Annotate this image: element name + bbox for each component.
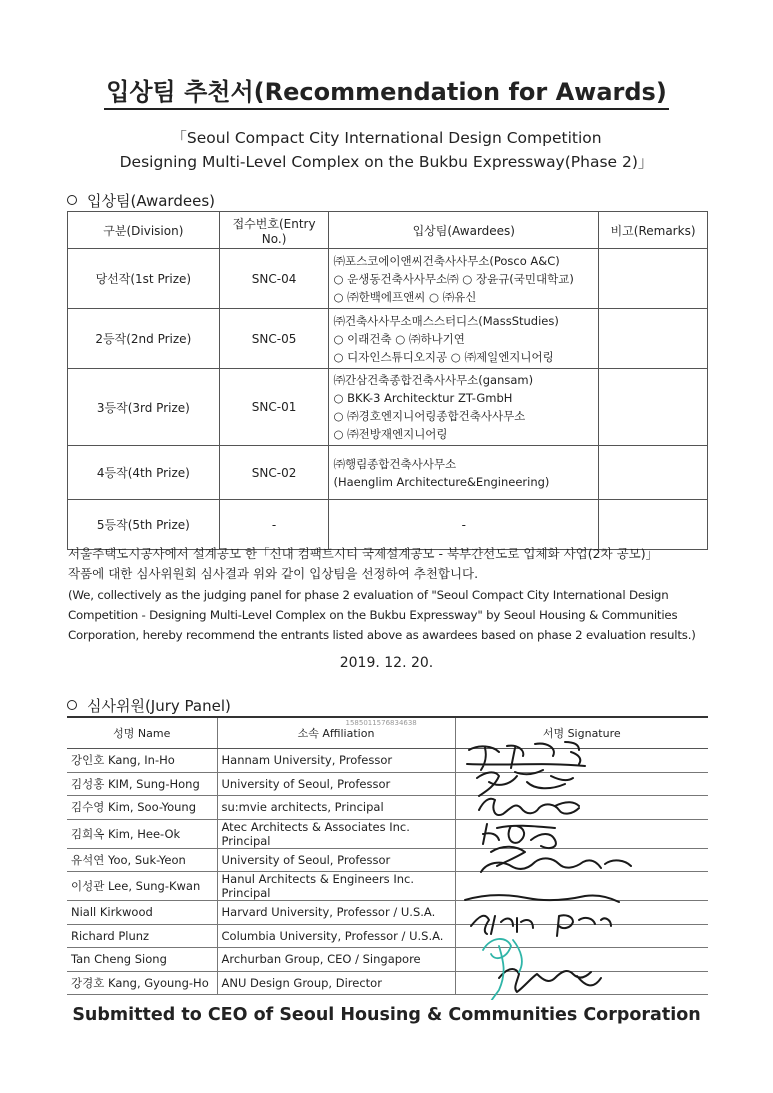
jury-affiliation: University of Seoul, Professor xyxy=(217,848,455,872)
jury-name: 김수영 Kim, Soo-Young xyxy=(67,796,217,820)
division-header: 구분(Division) xyxy=(68,212,220,249)
jury-affiliation: Hanul Architects & Engineers Inc. Principal xyxy=(217,872,455,901)
awardees-heading-text: 입상팀(Awardees) xyxy=(87,192,215,210)
awardee-line: ○ 디자인스튜디오지공 ○ ㈜제일엔지니어링 xyxy=(333,349,554,364)
signature-stroke xyxy=(477,770,573,796)
jury-name: 강경호 Kang, Gyoung-Ho xyxy=(67,971,217,995)
awardee-line: ㈜간삼건축종합건축사사무소(gansam) xyxy=(333,373,534,387)
awardees-cell xyxy=(329,249,599,309)
awardees-header: 입상팀(Awardees) xyxy=(329,212,599,249)
awardees-header-row xyxy=(68,212,708,249)
jury-name: Tan Cheng Siong xyxy=(67,948,217,972)
scan-watermark: 1585011576834638 xyxy=(345,719,417,727)
division-cell: 4등작(4th Prize) xyxy=(68,446,220,500)
entry-cell: SNC-04 xyxy=(219,249,329,309)
awardee-line: ○ BKK-3 Architecktur ZT-GmbH xyxy=(333,391,513,405)
remarks-cell xyxy=(599,446,708,500)
awardee-line: (Haenglim Architecture&Engineering) xyxy=(333,474,550,489)
awardee-line: ○ 이래건축 ○ ㈜하나기연 xyxy=(333,331,465,346)
jury-affiliation: Harvard University, Professor / U.S.A. xyxy=(217,901,455,925)
signature-header: 서명 Signature xyxy=(455,717,708,749)
document-date: 2019. 12. 20. xyxy=(339,655,434,671)
korean-paragraph xyxy=(68,544,708,584)
signature-stroke xyxy=(467,742,585,770)
jury-affiliation: University of Seoul, Professor xyxy=(217,772,455,796)
entry-header: 접수번호(Entry No.) xyxy=(219,212,329,249)
footer-submission: Submitted to CEO of Seoul Housing & Communities Corporation xyxy=(72,1005,701,1025)
remarks-cell xyxy=(599,369,708,446)
korean-line-2: 작품에 대한 심사위원회 심사결과 위와 같이 입상팀을 선정하여 추천합니다. xyxy=(68,566,479,581)
affiliation-header xyxy=(217,717,455,749)
bullet-circle-icon xyxy=(67,195,77,205)
division-cell: 5등작(5th Prize) xyxy=(68,500,220,550)
affiliation-header-text: 소속 Affiliation xyxy=(297,727,375,740)
jury-name: 유석연 Yoo, Suk-Yeon xyxy=(67,848,217,872)
signature-stroke xyxy=(479,799,579,815)
awardees-cell xyxy=(329,369,599,446)
division-cell: 당선작(1st Prize) xyxy=(68,249,220,309)
jury-name: Niall Kirkwood xyxy=(67,901,217,925)
jury-affiliation: Columbia University, Professor / U.S.A. xyxy=(217,924,455,948)
page-title xyxy=(0,72,773,107)
english-line-2: Competition - Designing Multi-Level Complex on the Bukbu Expressway" by Seoul Housing & Communities xyxy=(68,608,678,622)
entry-cell: SNC-01 xyxy=(219,369,329,446)
awardee-line: ○ ㈜경호엔지니어링종합건축사사무소 xyxy=(333,409,526,423)
awardee-line: ○ 운생동건축사사무소㈜ ○ 장윤규(국민대학교) xyxy=(333,271,574,286)
table-row xyxy=(68,500,708,550)
subtitle-line-2: Designing Multi-Level Complex on the Bukbu Expressway(Phase 2)」 xyxy=(119,153,654,171)
remarks-header: 비고(Remarks) xyxy=(599,212,708,249)
signature-stroke xyxy=(471,915,611,936)
jury-affiliation: Atec Architects & Associates Inc. Principal xyxy=(217,819,455,848)
awardee-line: ○ ㈜전방재엔지니어링 xyxy=(333,427,448,441)
jury-affiliation: ANU Design Group, Director xyxy=(217,971,455,995)
entry-cell: SNC-02 xyxy=(219,446,329,500)
signature-stroke xyxy=(483,824,556,848)
jury-name: 김성홍 KIM, Sung-Hong xyxy=(67,772,217,796)
division-cell: 3등작(3rd Prize) xyxy=(68,369,220,446)
handwritten-signatures xyxy=(455,740,655,1000)
awardee-line: ㈜행림종합건축사사무소 xyxy=(333,456,457,471)
jury-name: 김희옥 Kim, Hee-Ok xyxy=(67,819,217,848)
remarks-cell xyxy=(599,500,708,550)
english-line-1: (We, collectively as the judging panel for phase 2 evaluation of "Seoul Compact City International Design xyxy=(68,588,669,602)
subtitle-line-1: 「Seoul Compact City International Design Competition xyxy=(171,129,602,147)
title-text: 입상팀 추천서(Recommendation for Awards) xyxy=(104,78,669,110)
awardees-heading xyxy=(67,190,215,211)
name-header: 성명 Name xyxy=(67,717,217,749)
awardee-line: ㈜건축사사무소매스스터디스(MassStudies) xyxy=(333,313,559,328)
jury-affiliation: Hannam University, Professor xyxy=(217,749,455,773)
awardees-cell: - xyxy=(329,500,599,550)
table-row xyxy=(68,309,708,369)
entry-cell: - xyxy=(219,500,329,550)
awardee-line: ○ ㈜한백에프앤씨 ○ ㈜유신 xyxy=(333,289,477,304)
remarks-cell xyxy=(599,309,708,369)
korean-line-1: 서울주택도시공사에서 설계공모 한「신내 컴팩트시티 국제설계공모 - 북부간선도로 입체화 사업(2차 공모)」 xyxy=(68,546,659,561)
signature-stroke xyxy=(499,969,601,992)
jury-name: 강인호 Kang, In-Ho xyxy=(67,749,217,773)
table-row xyxy=(68,369,708,446)
awardees-cell xyxy=(329,446,599,500)
jury-name: 이성관 Lee, Sung-Kwan xyxy=(67,872,217,901)
signature-stroke xyxy=(465,895,619,902)
jury-name: Richard Plunz xyxy=(67,924,217,948)
jury-affiliation: Archurban Group, CEO / Singapore xyxy=(217,948,455,972)
jury-affiliation: su:mvie architects, Principal xyxy=(217,796,455,820)
english-line-3: Corporation, hereby recommend the entrants listed above as awardees based on phase 2 evaluation results.) xyxy=(68,628,696,642)
bullet-circle-icon xyxy=(67,700,77,710)
jury-heading xyxy=(67,695,231,716)
jury-heading-text: 심사위원(Jury Panel) xyxy=(87,697,231,715)
awardees-table xyxy=(67,211,708,550)
table-row xyxy=(68,446,708,500)
english-paragraph xyxy=(68,585,708,645)
table-row xyxy=(68,249,708,309)
entry-cell: SNC-05 xyxy=(219,309,329,369)
signature-stroke xyxy=(481,847,631,872)
awardees-cell xyxy=(329,309,599,369)
awardee-line: ㈜포스코에이앤씨건축사사무소(Posco A&C) xyxy=(333,253,560,268)
remarks-cell xyxy=(599,249,708,309)
division-cell: 2등작(2nd Prize) xyxy=(68,309,220,369)
